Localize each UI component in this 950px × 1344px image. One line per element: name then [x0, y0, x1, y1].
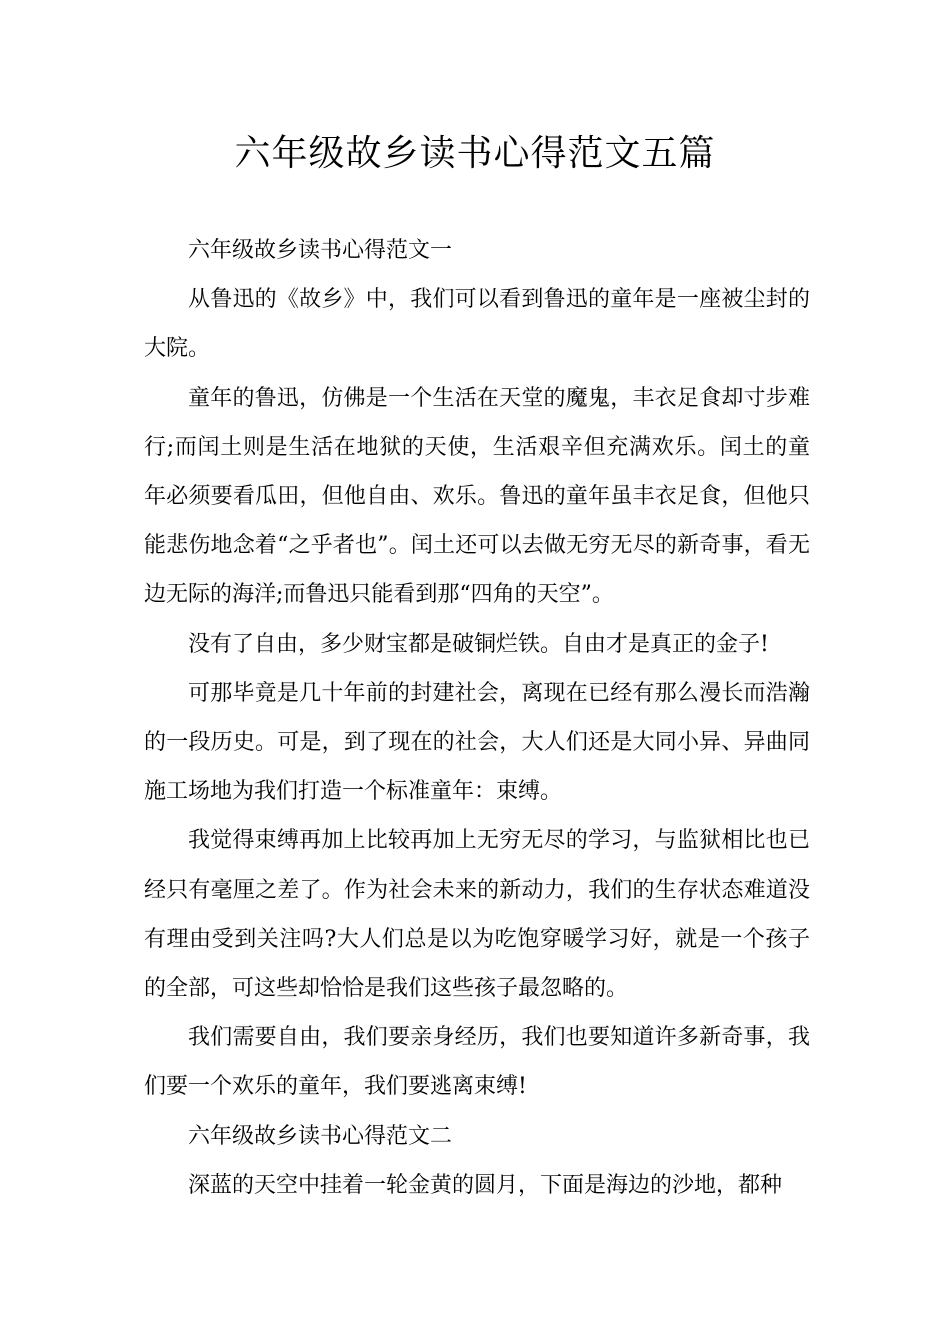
paragraph-1: 从鲁迅的《故乡》中，我们可以看到鲁迅的童年是一座被尘封的大院。	[144, 287, 810, 362]
document-body	[144, 226, 810, 1210]
paragraph-5: 我觉得束缚再加上比较再加上无穷无尽的学习，与监狱相比也已经只有毫厘之差了。作为社会未来的新动力，我们的生存状态难道没有理由受到关注吗?大人们总是以为吃饱穿暖学习好，就是一个孩子的全部，可这些却恰恰是我们这些孩子最忽略的。	[144, 828, 810, 1002]
paragraph-7: 深蓝的天空中挂着一轮金黄的圆月，下面是海边的沙地，都种	[188, 1172, 783, 1198]
paragraph-4: 可那毕竟是几十年前的封建社会，离现在已经有那么漫长而浩瀚的一段历史。可是，到了现在的社会，大人们还是大同小异、异曲同施工场地为我们打造一个标准童年：束缚。	[144, 680, 810, 805]
paragraph-3: 没有了自由，多少财宝都是破铜烂铁。自由才是真正的金子!	[188, 631, 769, 657]
section-heading-2: 六年级故乡读书心得范文二	[188, 1123, 453, 1149]
paragraph-6: 我们需要自由，我们要亲身经历，我们也要知道许多新奇事，我们要一个欢乐的童年，我们要逃离束缚!	[144, 1025, 810, 1100]
section-heading-1: 六年级故乡读书心得范文一	[188, 238, 453, 263]
paragraph-2: 童年的鲁迅，仿佛是一个生活在天堂的魔鬼，丰衣足食却寸步难行;而闰土则是生活在地狱的天使，生活艰辛但充满欢乐。闰土的童年必须要看瓜田，但他自由、欢乐。鲁迅的童年虽丰衣足食，但他只能悲伤地念着“之乎者也”。闰土还可以去做无穷无尽的新奇事，看无边无际的海洋;而鲁迅只能看到那“四角的天空”。	[144, 385, 810, 608]
document-title: 六年级故乡读书心得范文五篇	[234, 133, 716, 174]
